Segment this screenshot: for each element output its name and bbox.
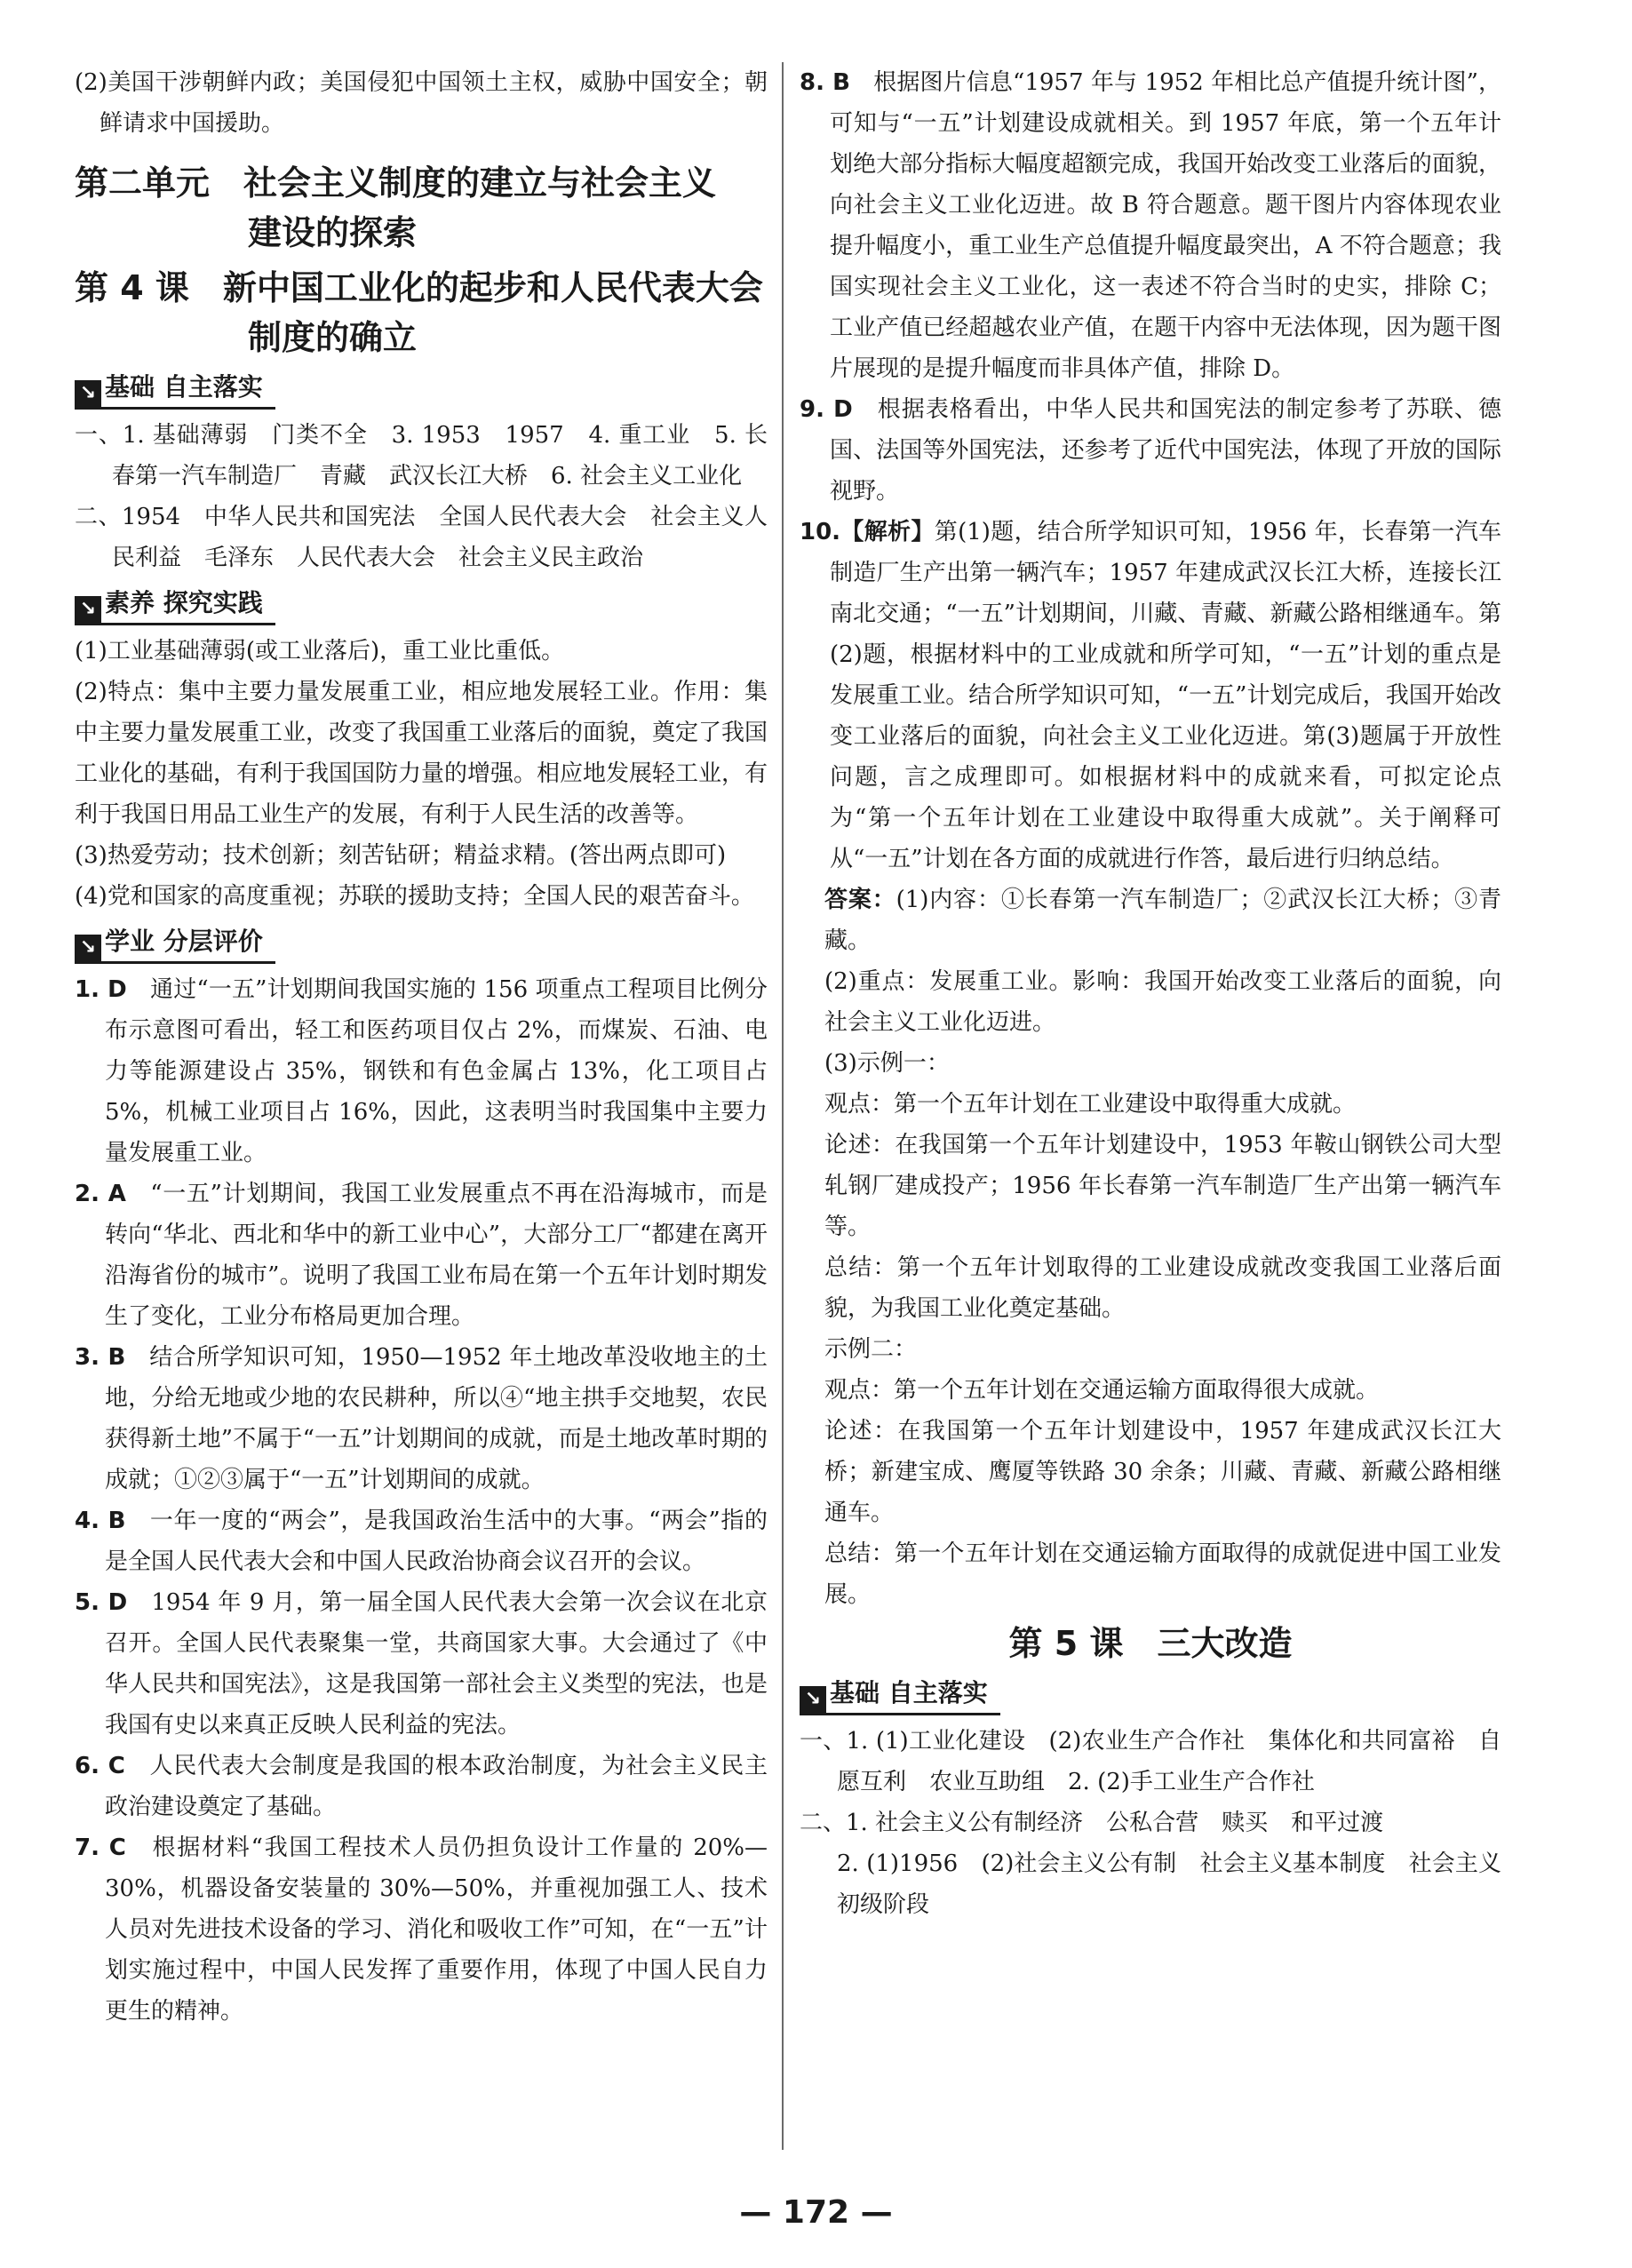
intro-line: (2)美国干涉朝鲜内政；美国侵犯中国领土主权，威胁中国安全；朝鲜请求中国援助。 — [75, 69, 768, 137]
lesson4-heading — [75, 263, 768, 362]
section-banner-inquiry — [75, 585, 275, 625]
example2-title: 示例二： — [824, 1336, 918, 1363]
question-text: 1954 年 9 月，第一届全国人民代表大会第一次会议在北京召开。全国人民代表聚集一堂，共商国家大事。大会通过了《中华人民共和国宪法》，这是我国第一部社会主义类型的宪法，也是我国有史以来真正反映人民利益的宪法。 — [105, 1589, 768, 1739]
question-text: 一年一度的“两会”，是我国政治生活中的大事。“两会”指的是全国人民代表大会和中国人民政治协商会议召开的会议。 — [105, 1508, 768, 1575]
inquiry-answer-4: (4)党和国家的高度重视；苏联的援助支持；全国人民的艰苦奋斗。 — [75, 883, 754, 910]
section-label: 素养 探究实践 — [105, 588, 263, 617]
question-4 — [75, 1500, 768, 1582]
example2-summary: 总结：第一个五年计划在交通运输方面取得的成就促进中国工业发展。 — [824, 1540, 1501, 1608]
section-label: 基础 自主落实 — [830, 1678, 988, 1707]
answer-text: (1)内容：①长春第一汽车制造厂；②武汉长江大桥；③青藏。 — [824, 887, 1501, 954]
lesson5-title: 第 5 课 三大改造 — [1008, 1624, 1293, 1663]
question-number: 4. B — [75, 1508, 126, 1534]
example1-summary: 总结：第一个五年计划取得的工业建设成就改变我国工业落后面貌，为我国工业化奠定基础。 — [824, 1254, 1501, 1322]
example2-view: 观点：第一个五年计划在交通运输方面取得很大成就。 — [824, 1377, 1380, 1404]
lesson4-title-line2: 制度的确立 — [248, 318, 418, 357]
left-column — [75, 62, 768, 2032]
question-text: 根据材料“我国工程技术人员仍担负设计工作量的 20%—30%，机器设备安装量的 30%—50%，并重视加强工人、技术人员对先进技术设备的学习、消化和吸收工作”可知，在“一五”计划实施过程中，中国人民发挥了重要作用，体现了中国人民自力更生的精神。 — [105, 1834, 768, 2025]
question-text: 结合所学知识可知，1950—1952 年土地改革没收地主的土地，分给无地或少地的农民耕种，所以④“地主拱手交地契，农民获得新土地”不属于“一五”计划期间的成就，而是土地改革时期的成就；①②③属于“一五”计划期间的成就。 — [105, 1344, 768, 1493]
question-8 — [800, 62, 1501, 389]
unit-title-line2: 建设的探索 — [248, 213, 418, 252]
l5-answers-3: 2. (1)1956 (2)社会主义公有制 社会主义基本制度 社会主义初级阶段 — [837, 1850, 1501, 1918]
inquiry-answer-2: (2)特点：集中主要力量发展重工业，相应地发展轻工业。作用：集中主要力量发展重工业，改变了我国重工业落后的面貌，奠定了我国工业化的基础，有利于我国国防力量的增强。相应地发展轻工业，有利于我国日用品工业生产的发展，有利于人民生活的改善等。 — [75, 679, 768, 828]
question-10 — [800, 512, 1501, 879]
question-number: 8. B — [800, 69, 850, 96]
arrow-icon: ↘ — [75, 596, 101, 623]
question-7 — [75, 1827, 768, 2032]
column-divider — [782, 62, 784, 2150]
question-text: 第(1)题，结合所学知识可知，1956 年，长春第一汽车制造厂生产出第一辆汽车；1957 年建成武汉长江大桥，连接长江南北交通；“一五”计划期间，川藏、青藏、新藏公路相继通车。第(2)题，根据材料中的工业成就和所学可知，“一五”计划的重点是发展重工业。结合所学知识可知，“一五”计划完成后，我国开始改变工业落后的面貌，向社会主义工业化迈进。第(3)题属于开放性问题，言之成理即可。如根据材料中的成就来看，可拟定论点为“第一个五年计划在工业建设中取得重大成就”。关于阐释可从“一五”计划在各方面的成就进行作答，最后进行归纳总结。 — [830, 519, 1502, 872]
answer-1 — [800, 879, 1501, 961]
lesson4-title-line1: 第 4 课 新中国工业化的起步和人民代表大会 — [75, 268, 763, 307]
right-column — [800, 62, 1501, 1925]
question-9 — [800, 389, 1501, 512]
arrow-icon: ↘ — [75, 935, 101, 961]
page-number: — 172 — — [739, 2194, 893, 2231]
example2-argument: 论述：在我国第一个五年计划建设中，1957 年建成武汉长江大桥；新建宝成、鹰厦等铁路 30 余条；川藏、青藏、新藏公路相继通车。 — [824, 1418, 1501, 1526]
section-label: 基础 自主落实 — [105, 372, 263, 402]
inquiry-answer-3: (3)热爱劳动；技术创新；刻苦钻研；精益求精。(答出两点即可) — [75, 842, 727, 869]
question-number: 5. D — [75, 1589, 128, 1616]
question-3 — [75, 1337, 768, 1500]
question-1 — [75, 969, 768, 1174]
question-text: “一五”计划期间，我国工业发展重点不再在沿海城市，而是转向“华北、西北和华中的新工业中心”，大部分工厂“都建在离开沿海省份的城市”。说明了我国工业布局在第一个五年计划时期发生了变化，工业分布格局更加合理。 — [105, 1181, 768, 1330]
question-number: 1. D — [75, 976, 127, 1003]
basic-answers-1: 一、1. 基础薄弱 门类不全 3. 1953 1957 4. 重工业 5. 长春第一汽车制造厂 青藏 武汉长江大桥 6. 社会主义工业化 — [75, 422, 768, 489]
question-2 — [75, 1174, 768, 1337]
question-number: 10.【解析】 — [800, 519, 935, 545]
question-text: 根据表格看出，中华人民共和国宪法的制定参考了苏联、德国、法国等外国宪法，还参考了近代中国宪法，体现了开放的国际视野。 — [830, 396, 1501, 505]
arrow-icon: ↘ — [75, 380, 101, 407]
question-5 — [75, 1582, 768, 1746]
section-banner-basic — [75, 370, 275, 410]
inquiry-answer-1: (1)工业基础薄弱(或工业落后)，重工业比重低。 — [75, 638, 565, 664]
question-text: 通过“一五”计划期间我国实施的 156 项重点工程项目比例分布示意图可看出，轻工和医药项目仅占 2%，而煤炭、石油、电力等能源建设占 35%，钢铁和有色金属占 13%，化工项目占 5%，机械工业项目占 16%，因此，这表明当时我国集中主要力量发展重工业。 — [105, 976, 768, 1166]
l5-answers-1: 一、1. (1)工业化建设 (2)农业生产合作社 集体化和共同富裕 自愿互利 农业互助组 2. (2)手工业生产合作社 — [800, 1728, 1501, 1795]
question-6 — [75, 1746, 768, 1827]
question-number: 9. D — [800, 396, 853, 423]
answer-2: (2)重点：发展重工业。影响：我国开始改变工业落后的面貌，向社会主义工业化迈进。 — [824, 968, 1501, 1036]
example1-argument: 论述：在我国第一个五年计划建设中，1953 年鞍山钢铁公司大型轧钢厂建成投产；1956 年长春第一汽车制造厂生产出第一辆汽车等。 — [824, 1132, 1501, 1240]
question-text: 人民代表大会制度是我国的根本政治制度，为社会主义民主政治建设奠定了基础。 — [105, 1753, 768, 1820]
unit-heading — [75, 158, 768, 258]
question-number: 6. C — [75, 1753, 125, 1779]
example1-view: 观点：第一个五年计划在工业建设中取得重大成就。 — [824, 1091, 1357, 1118]
unit-title-line1: 第二单元 社会主义制度的建立与社会主义 — [75, 163, 717, 203]
question-text: 根据图片信息“1957 年与 1952 年相比总产值提升统计图”，可知与“一五”计划建设成就相关。到 1957 年底，第一个五年计划绝大部分指标大幅度超额完成，我国开始改变工业落后的面貌，向社会主义工业化迈进。故 B 符合题意。题干图片内容体现农业提升幅度小，重工业生产总值提升幅度最突出，A 不符合题意；我国实现社会主义工业化，这一表述不符合当时的史实，排除 C；工业产值已经超越农业产值，在题干内容中无法体现，因为题干图片展现的是提升幅度而非具体产值，排除 D。 — [830, 69, 1502, 382]
arrow-icon: ↘ — [800, 1686, 826, 1713]
section-label: 学业 分层评价 — [105, 927, 263, 956]
l5-answers-2: 二、1. 社会主义公有制经济 公私合营 赎买 和平过渡 — [800, 1810, 1384, 1836]
answer-label: 答案： — [824, 887, 896, 913]
question-number: 3. B — [75, 1344, 126, 1371]
question-number: 2. A — [75, 1181, 126, 1207]
answer-3: (3)示例一： — [824, 1050, 950, 1077]
section-banner-basic-l5 — [800, 1675, 1000, 1715]
section-banner-assessment — [75, 924, 275, 964]
question-number: 7. C — [75, 1834, 126, 1861]
basic-answers-2: 二、1954 中华人民共和国宪法 全国人民代表大会 社会主义人民利益 毛泽东 人民代表大会 社会主义民主政治 — [75, 504, 768, 571]
